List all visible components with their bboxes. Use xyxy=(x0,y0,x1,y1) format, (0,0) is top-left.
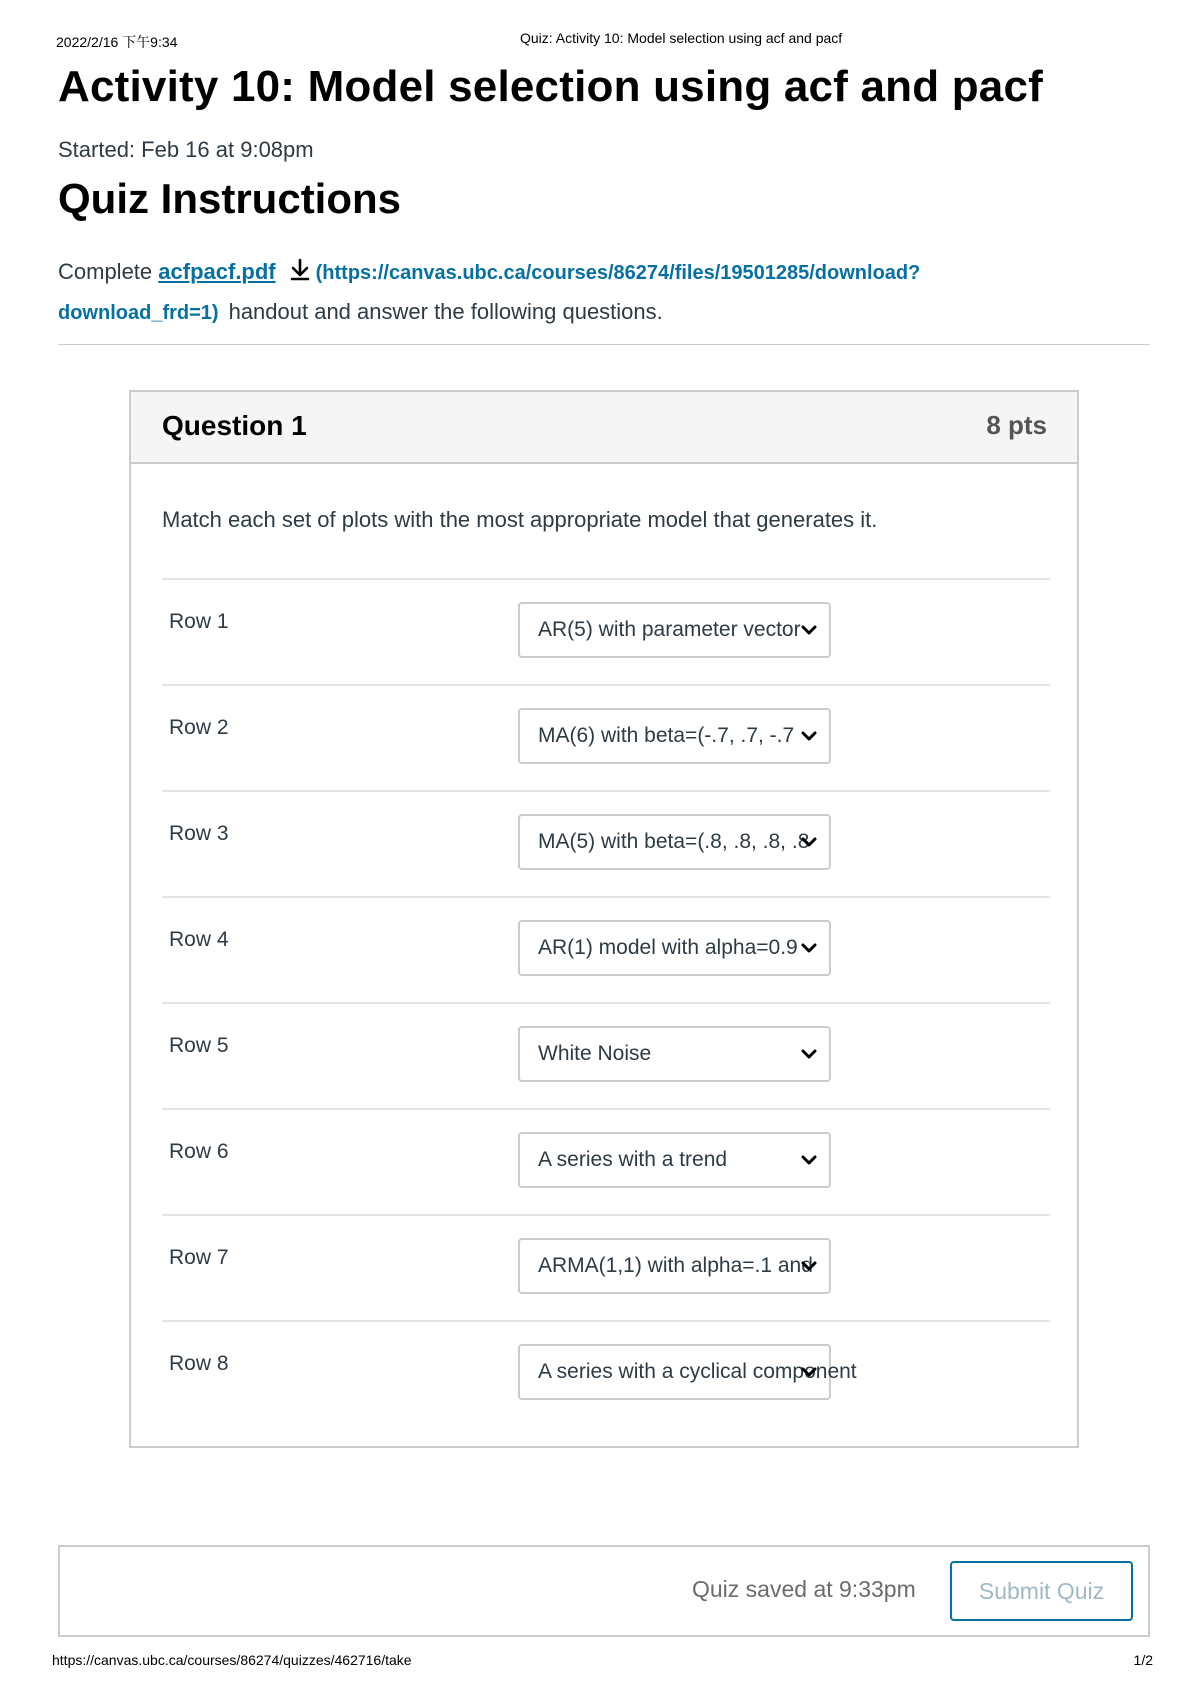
answer-select-row-1[interactable] xyxy=(518,602,831,658)
answer-select-row-4[interactable] xyxy=(518,920,831,976)
chevron-down-icon xyxy=(801,1259,817,1273)
match-row-2 xyxy=(162,684,1050,790)
row-label: Row 2 xyxy=(169,716,229,739)
match-row-3 xyxy=(162,790,1050,896)
row-label: Row 1 xyxy=(169,610,229,633)
print-header xyxy=(0,30,1200,52)
instructions-heading: Quiz Instructions xyxy=(58,175,402,222)
answer-select-row-5[interactable] xyxy=(518,1026,831,1082)
page-title: Activity 10: Model selection using acf and pacf xyxy=(58,62,1043,111)
match-row-1 xyxy=(162,578,1050,684)
print-footer xyxy=(0,1652,1200,1674)
match-row-5 xyxy=(162,1002,1050,1108)
quiz-footer-bar xyxy=(58,1545,1150,1637)
instructions-text xyxy=(58,253,1138,332)
chevron-down-icon xyxy=(801,835,817,849)
print-url: https://canvas.ubc.ca/courses/86274/quizzes/462716/take xyxy=(52,1652,412,1668)
question-card xyxy=(129,390,1079,1448)
row-label: Row 8 xyxy=(169,1352,229,1375)
instructions-prefix: Complete xyxy=(58,259,153,284)
select-value: AR(1) model with alpha=0.9 xyxy=(538,936,798,959)
chevron-down-icon xyxy=(801,1365,817,1379)
question-title: Question 1 xyxy=(162,410,307,441)
row-label: Row 4 xyxy=(169,928,229,951)
chevron-down-icon xyxy=(801,623,817,637)
submit-quiz-button[interactable]: Submit Quiz xyxy=(950,1561,1133,1621)
select-value: A series with a trend xyxy=(538,1148,728,1171)
quiz-saved-status: Quiz saved at 9:33pm xyxy=(692,1576,916,1602)
divider xyxy=(58,344,1150,345)
question-points: 8 pts xyxy=(986,410,1047,440)
download-icon[interactable] xyxy=(286,256,314,293)
row-label: Row 7 xyxy=(169,1246,229,1269)
match-rows xyxy=(162,578,1050,1426)
chevron-down-icon xyxy=(801,1153,817,1167)
select-value: MA(5) with beta=(.8, .8, .8, .8 xyxy=(538,830,810,853)
select-value: ARMA(1,1) with alpha=.1 and xyxy=(538,1254,813,1277)
select-value: A series with a cyclical component xyxy=(538,1360,857,1383)
match-row-6 xyxy=(162,1108,1050,1214)
chevron-down-icon xyxy=(801,941,817,955)
chevron-down-icon xyxy=(801,1047,817,1061)
question-text: Match each set of plots with the most appropriate model that generates it. xyxy=(162,507,878,532)
answer-select-row-6[interactable] xyxy=(518,1132,831,1188)
chevron-down-icon xyxy=(801,729,817,743)
select-value: AR(5) with parameter vector xyxy=(538,618,801,641)
question-header xyxy=(131,392,1077,464)
answer-select-row-8[interactable] xyxy=(518,1344,857,1400)
match-row-4 xyxy=(162,896,1050,1002)
started-timestamp: Started: Feb 16 at 9:08pm xyxy=(58,137,314,162)
select-value: White Noise xyxy=(538,1042,652,1065)
instructions-suffix: handout and answer the following questions. xyxy=(228,299,663,324)
answer-select-row-7[interactable] xyxy=(518,1238,831,1294)
handout-download-url-continued[interactable]: download_frd=1) xyxy=(58,302,219,324)
print-page-number: 1/2 xyxy=(1133,1652,1153,1668)
handout-file-link[interactable]: acfpacf.pdf xyxy=(158,259,276,284)
row-label: Row 5 xyxy=(169,1034,229,1057)
print-date: 2022/2/16 下午9:34 xyxy=(56,34,178,50)
handout-download-url[interactable]: (https://canvas.ubc.ca/courses/86274/files/19501285/download? xyxy=(315,262,921,284)
row-label: Row 6 xyxy=(169,1140,229,1163)
print-page-title: Quiz: Activity 10: Model selection using acf and pacf xyxy=(520,30,843,46)
match-row-8 xyxy=(162,1320,1050,1426)
answer-select-row-3[interactable] xyxy=(518,814,831,870)
row-label: Row 3 xyxy=(169,822,229,845)
select-value: MA(6) with beta=(-.7, .7, -.7 xyxy=(538,724,795,747)
answer-select-row-2[interactable] xyxy=(518,708,831,764)
match-row-7 xyxy=(162,1214,1050,1320)
